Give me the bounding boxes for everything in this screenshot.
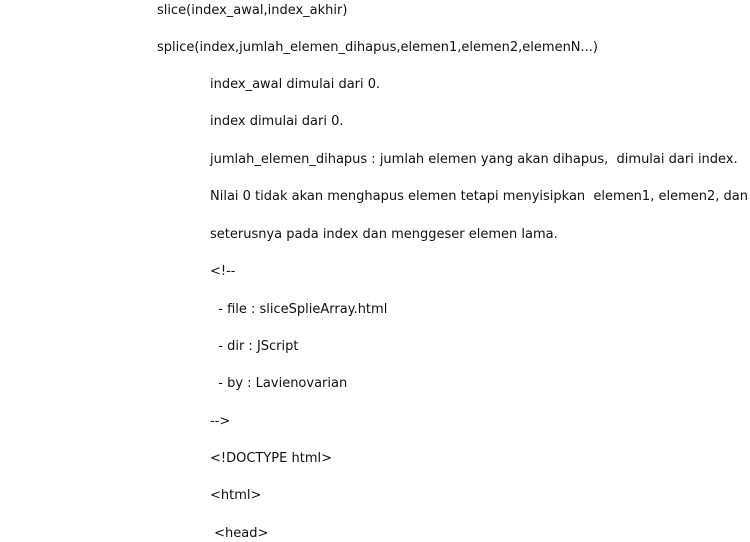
text-line-index: index dimulai dari 0. [210, 114, 344, 129]
text-line-index-awal: index_awal dimulai dari 0. [210, 77, 381, 92]
text-line-comment-close: --> [210, 414, 231, 429]
text-line-dir: - dir : JScript [210, 339, 299, 354]
text-line-by: - by : Lavienovarian [210, 376, 348, 391]
text-line-comment-open: <!-- [210, 264, 236, 279]
text-line-jumlah: jumlah_elemen_dihapus : jumlah elemen yang akan dihapus, dimulai dari index. [210, 152, 738, 167]
text-line-html: <html> [210, 488, 262, 503]
text-line-head: <head> [210, 526, 269, 541]
text-line-seterusnya: seterusnya pada index dan menggeser elemen lama. [210, 227, 558, 242]
text-line-doctype: <!DOCTYPE html> [210, 451, 332, 466]
text-line-file: - file : sliceSplieArray.html [210, 302, 388, 317]
text-line-slice: slice(index_awal,index_akhir) [157, 3, 348, 18]
text-line-nilai: Nilai 0 tidak akan menghapus elemen tetapi menyisipkan elemen1, elemen2, dan [210, 189, 748, 204]
text-line-splice: splice(index,jumlah_elemen_dihapus,elemen1,elemen2,elemenN...) [157, 40, 598, 55]
